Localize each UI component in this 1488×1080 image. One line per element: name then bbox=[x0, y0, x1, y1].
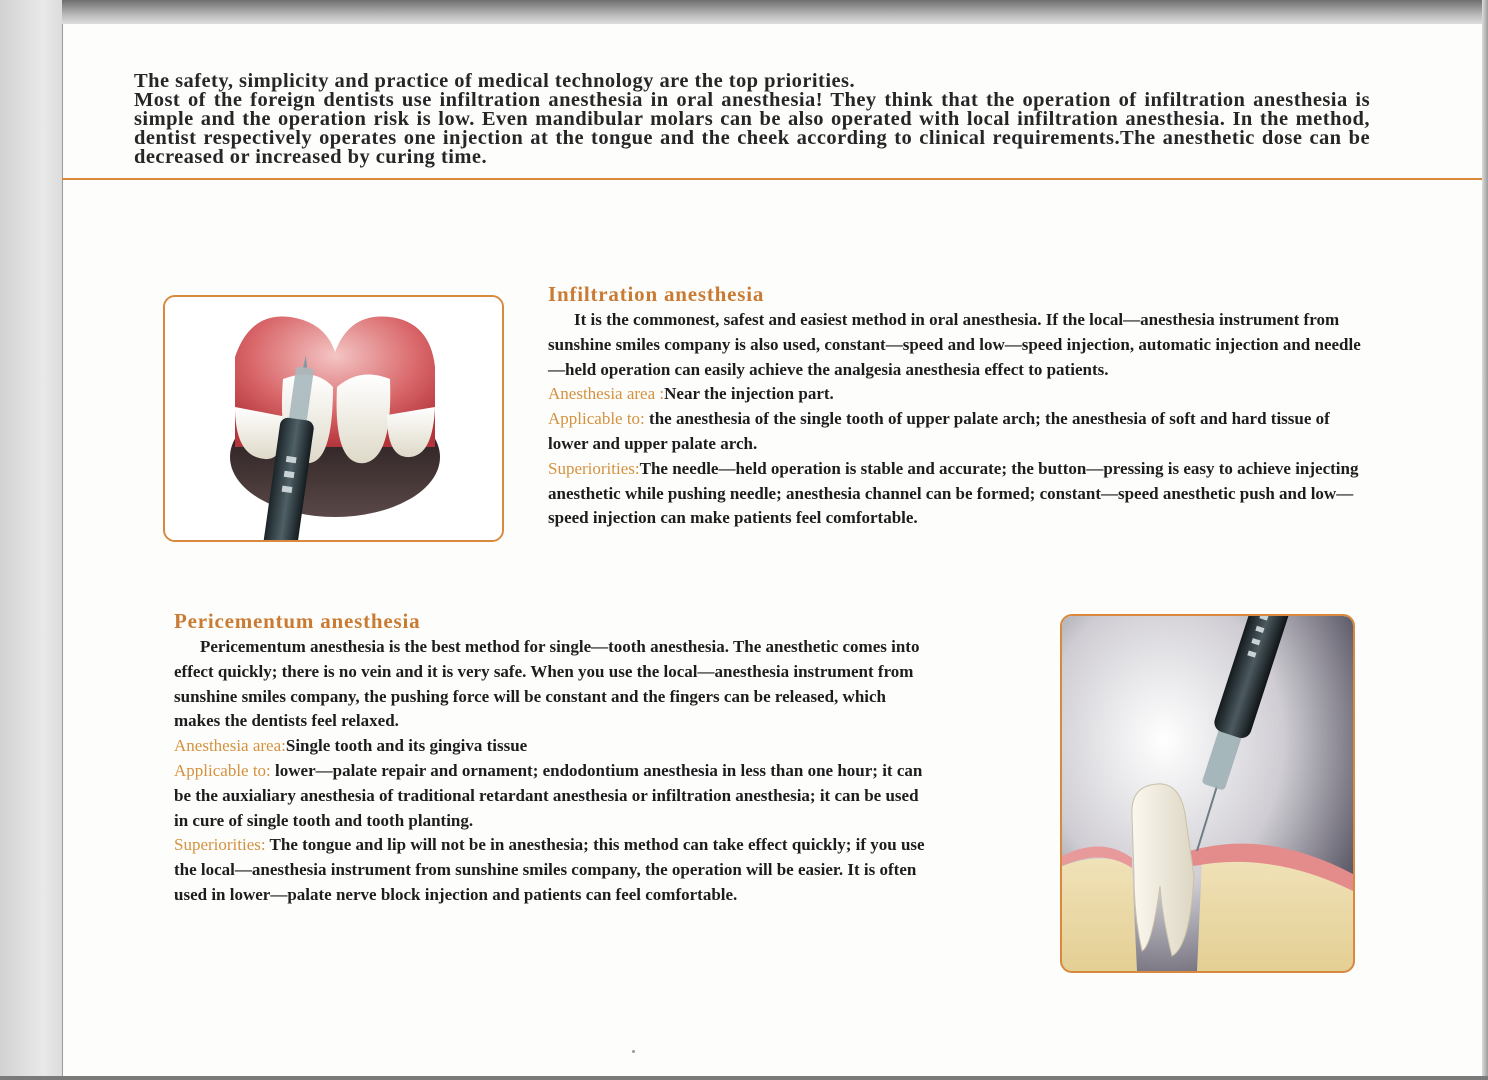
intro-paragraph: Most of the foreign dentists use infiltration anesthesia in oral anesthesia! They think that the operation of infiltration anesthesia is simple and the operation risk is low. Even mandibular molars can be also operated with local infiltration anesthesia. In the method, dentist respectively operates one injection at the tongue and the cheek according to clinical requirements.The anesthetic dose can be decreased or increased by curing time. bbox=[134, 89, 1370, 168]
infiltration-body bbox=[548, 308, 1370, 531]
section-divider bbox=[62, 178, 1482, 180]
pericementum-title: Pericementum anesthesia bbox=[174, 609, 421, 633]
infiltration-area-label: Anesthesia area : bbox=[548, 384, 665, 404]
page-speck bbox=[632, 1050, 635, 1053]
infiltration-description: It is the commonest, safest and easiest method in oral anesthesia. If the local—anesthesia instrument from sunshine smiles company is also used, constant—speed and low—speed injection, automatic injection and needle—held operation can easily achieve the analgesia anesthesia effect to patients. bbox=[548, 310, 1361, 379]
infiltration-superiorities-label: Superiorities: bbox=[548, 458, 640, 478]
scan-edge-bottom bbox=[0, 1076, 1488, 1080]
infiltration-area-text: Near the injection part. bbox=[664, 384, 834, 404]
pericementum-body bbox=[174, 635, 930, 908]
infiltration-applicable-label: Applicable to: bbox=[548, 409, 645, 429]
pericementum-description: Pericementum anesthesia is the best method for single—tooth anesthesia. The anesthetic comes into effect quickly; there is no vein and it is very safe. When you use the local—anesthesia instrument from sunshine smiles company, the pushing force will be constant and the fingers can be released, which makes the dentists feel relaxed. bbox=[174, 637, 920, 731]
intro-headline: The safety, simplicity and practice of medical technology are the top priorities. bbox=[134, 70, 856, 92]
intro-block bbox=[134, 72, 1370, 167]
scan-edge-top bbox=[0, 0, 1488, 26]
pericementum-superiorities bbox=[174, 833, 930, 907]
infiltration-superiorities bbox=[548, 457, 1370, 531]
infiltration-figure bbox=[163, 295, 504, 542]
infiltration-superiorities-text: The needle—held operation is stable and accurate; the button—pressing is easy to achieve injecting anesthetic while pushing needle; anesthesia channel can be formed; constant—speed anesthetic push and low—speed injection can make patients feel comfortable. bbox=[548, 458, 1359, 528]
bone-left bbox=[1062, 859, 1137, 972]
pericementum-applicable bbox=[174, 759, 930, 833]
infiltration-applicable bbox=[548, 407, 1370, 457]
pericementum-applicable-text: lower—palate repair and ornament; endodontium anesthesia in less than one hour; it can be the auxialiary anesthesia of traditional retardant anesthesia or infiltration anesthesia; it can be used in cure of single tooth and tooth planting. bbox=[174, 760, 923, 830]
infiltration-applicable-text: the anesthesia of the single tooth of upper palate arch; the anesthesia of soft and hard tissue of lower and upper palate arch. bbox=[548, 409, 1330, 453]
pericementum-figure bbox=[1060, 614, 1355, 973]
scan-edge-right bbox=[1482, 0, 1488, 1080]
pericementum-applicable-label: Applicable to: bbox=[174, 760, 271, 780]
pericementum-superiorities-label: Superiorities: bbox=[174, 835, 266, 855]
scan-edge-left bbox=[0, 0, 62, 1080]
teeth-injection-illustration bbox=[165, 297, 502, 540]
tooth-cross-section-illustration bbox=[1062, 616, 1353, 971]
pericementum-area-text: Single tooth and its gingiva tissue bbox=[285, 736, 528, 756]
pericementum-area-label: Anesthesia area: bbox=[174, 736, 286, 756]
pericementum-area bbox=[174, 734, 930, 759]
pericementum-superiorities-text: The tongue and lip will not be in anesthesia; this method can take effect quickly; if you use the local—anesthesia instrument from sunshine smiles company, the operation will be easier. It is often used in lower—palate nerve block injection and patients can feel comfortable. bbox=[174, 835, 925, 904]
infiltration-area bbox=[548, 382, 1370, 407]
infiltration-title: Infiltration anesthesia bbox=[548, 282, 765, 306]
